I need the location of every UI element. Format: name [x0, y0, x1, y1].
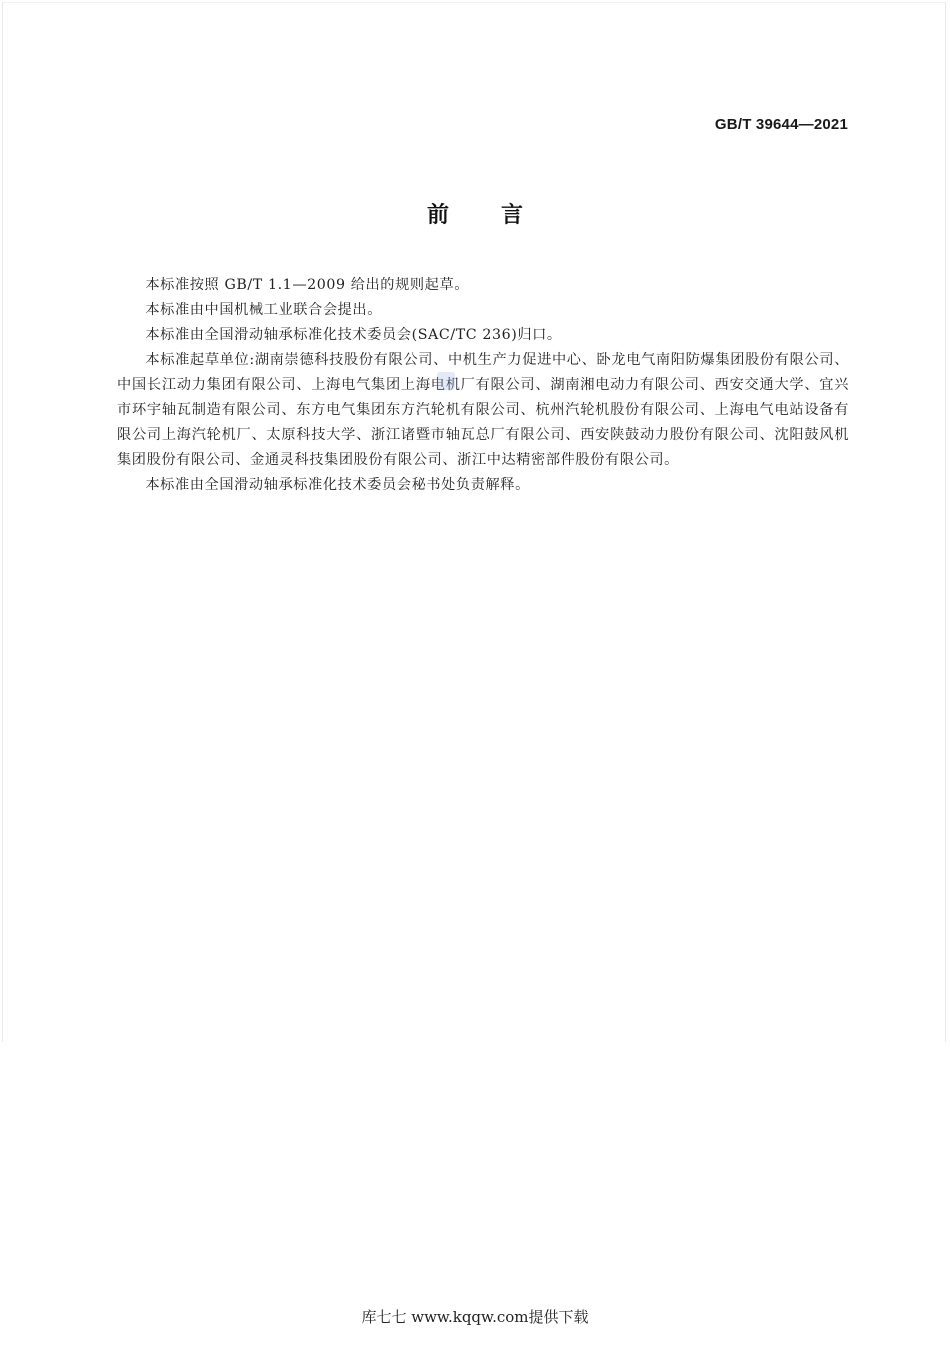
paragraph-drafting-units: 本标准起草单位:湖南崇德科技股份有限公司、中机生产力促进中心、卧龙电气南阳防爆集团股份有限公司、中国长江动力集团有限公司、上海电气集团上海电机厂有限公司、湖南湘电动力有限公司、西安交通大学、宜兴市环宇轴瓦制造有限公司、东方电气集团东方汽轮机有限公司、杭州汽轮机股份有限公司、上海电气电站设备有限公司上海汽轮机厂、太原科技大学、浙江诸暨市轴瓦总厂有限公司、西安陕鼓动力股份有限公司、沈阳鼓风机集团股份有限公司、金通灵科技集团股份有限公司、浙江中达精密部件股份有限公司。 — [117, 352, 849, 468]
paragraph-interpretation: 本标准由全国滑动轴承标准化技术委员会秘书处负责解释。 — [145, 477, 530, 493]
paragraph-committee: 本标准由全国滑动轴承标准化技术委员会(SAC/TC 236)归口。 — [145, 327, 562, 343]
paragraph-proposer: 本标准由中国机械工业联合会提出。 — [145, 302, 382, 318]
paragraph-drafting-rules: 本标准按照 GB/T 1.1—2009 给出的规则起草。 — [145, 277, 470, 293]
standard-number: GB/T 39644—2021 — [714, 116, 848, 133]
foreword-body — [117, 273, 849, 498]
footer-download-note: 库七七 www.kqqw.com提供下载 — [361, 1308, 589, 1326]
page-border — [2, 2, 946, 1042]
page-title: 前言 — [426, 203, 575, 228]
watermark-mark — [437, 372, 455, 390]
